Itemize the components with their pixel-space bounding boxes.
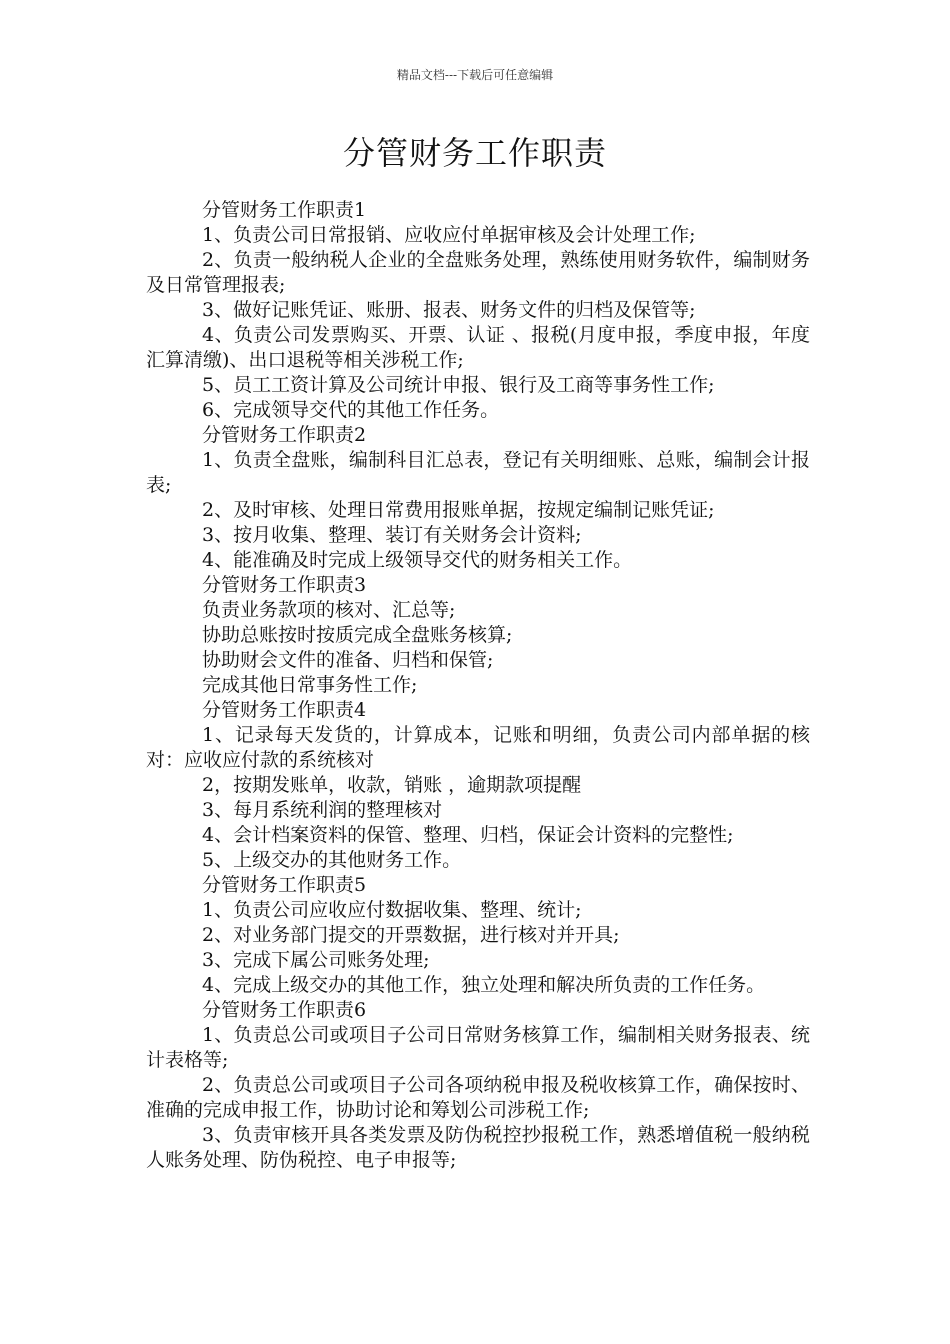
paragraph: 1、负责公司应收应付数据收集、整理、统计; [202, 899, 582, 921]
section-heading: 分管财务工作职责2 [202, 424, 367, 446]
paragraph: 5、上级交办的其他财务工作。 [202, 849, 462, 871]
paragraph: 负责业务款项的核对、汇总等; [202, 599, 456, 621]
paragraph: 完成其他日常事务性工作; [202, 674, 418, 696]
paragraph: 4、负责公司发票购买、开票、认证 、报税(月度申报，季度申报，年度汇算清缴)、出口退税等相关涉税工作; [146, 324, 810, 371]
paragraph: 4、完成上级交办的其他工作，独立处理和解决所负责的工作任务。 [202, 974, 766, 996]
document-body [146, 198, 810, 1173]
paragraph: 协助财会文件的准备、归档和保管; [202, 649, 494, 671]
paragraph: 4、会计档案资料的保管、整理、归档，保证会计资料的完整性; [202, 824, 734, 846]
paragraph: 3、做好记账凭证、账册、报表、财务文件的归档及保管等; [202, 299, 696, 321]
paragraph: 2，按期发账单，收款，销账 ，逾期款项提醒 [202, 774, 582, 796]
header-note: 精品文档---下载后可任意编辑 [396, 68, 554, 82]
paragraph: 2、负责总公司或项目子公司各项纳税申报及税收核算工作，确保按时、准确的完成申报工作，协助讨论和筹划公司涉税工作; [146, 1074, 810, 1121]
paragraph: 2、负责一般纳税人企业的全盘账务处理，熟练使用财务软件，编制财务及日常管理报表; [146, 249, 810, 296]
paragraph: 3、完成下属公司账务处理; [202, 949, 430, 971]
paragraph: 6、完成领导交代的其他工作任务。 [202, 399, 500, 421]
paragraph: 3、负责审核开具各类发票及防伪税控抄报税工作，熟悉增值税一般纳税人账务处理、防伪税控、电子申报等; [146, 1124, 810, 1171]
section-heading: 分管财务工作职责3 [202, 574, 367, 596]
paragraph: 1、记录每天发货的，计算成本，记账和明细，负责公司内部单据的核对：应收应付款的系统核对 [146, 724, 810, 771]
paragraph: 2、对业务部门提交的开票数据，进行核对并开具; [202, 924, 620, 946]
paragraph: 1、负责总公司或项目子公司日常财务核算工作，编制相关财务报表、统计表格等; [146, 1024, 810, 1071]
section-heading: 分管财务工作职责1 [202, 199, 367, 221]
section-heading: 分管财务工作职责5 [202, 874, 367, 896]
paragraph: 4、能准确及时完成上级领导交代的财务相关工作。 [202, 549, 633, 571]
section-heading: 分管财务工作职责4 [202, 699, 367, 721]
section-heading: 分管财务工作职责6 [202, 999, 367, 1021]
document-title: 分管财务工作职责 [342, 134, 607, 172]
paragraph: 1、负责公司日常报销、应收应付单据审核及会计处理工作; [202, 224, 696, 246]
paragraph: 1、负责全盘账，编制科目汇总表，登记有关明细账、总账，编制会计报表; [146, 449, 810, 496]
paragraph: 5、员工工资计算及公司统计申报、银行及工商等事务性工作; [202, 374, 715, 396]
paragraph: 3、按月收集、整理、装订有关财务会计资料; [202, 524, 582, 546]
paragraph: 3、每月系统利润的整理核对 [202, 799, 443, 821]
paragraph: 协助总账按时按质完成全盘账务核算; [202, 624, 513, 646]
paragraph: 2、及时审核、处理日常费用报账单据，按规定编制记账凭证; [202, 499, 715, 521]
